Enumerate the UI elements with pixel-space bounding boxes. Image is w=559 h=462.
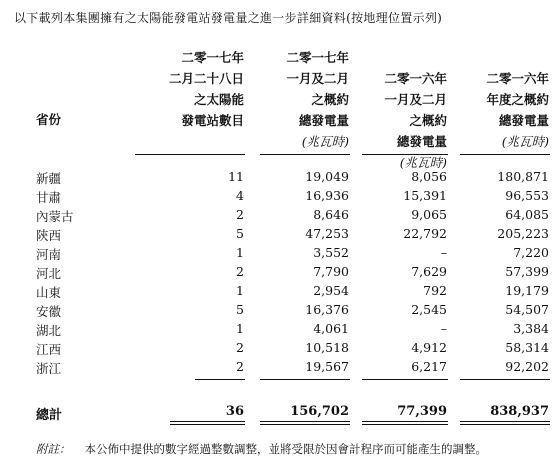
total-double-rule-3a — [362, 421, 448, 422]
total-double-rule-1a — [170, 421, 245, 422]
subtotal-rule-4 — [460, 379, 550, 380]
table-row: 河北 2 7,790 7,629 57,399 — [36, 264, 549, 281]
table-row: 陝西 5 47,253 22,792 205,223 — [36, 226, 549, 243]
subtotal-rule-1 — [195, 379, 245, 380]
header-rule-4 — [460, 154, 550, 155]
total-gen-2016: 838,937 — [490, 404, 549, 419]
intro-text: 以下載列本集團擁有之太陽能發電站發電量之進一步詳細資料(按地理位置示列) — [14, 11, 443, 25]
table-row: 新疆 11 19,049 8,056 180,871 — [36, 169, 549, 186]
table-row: 安徽 5 16,376 2,545 54,507 — [36, 302, 549, 319]
header-gen-2017: 二零一七年 一月及二月 之概約 總發電量 (兆瓦時) — [286, 50, 349, 149]
total-double-rule-2b — [260, 424, 350, 425]
table-row: 浙江 2 19,567 6,217 92,202 — [36, 359, 549, 376]
header-rule-2 — [260, 154, 350, 155]
header-rule-1 — [135, 154, 245, 155]
header-rule-3 — [362, 154, 448, 155]
footnote — [36, 441, 487, 457]
header-stations: 二零一七年 二月二十八日 之太陽能 發電站數目 — [168, 50, 244, 128]
header-province: 省份 — [36, 112, 62, 127]
table-row: 甘肅 4 16,936 15,391 96,553 — [36, 188, 549, 205]
header-gen-2016-janfeb: 二零一六年 一月及二月 之概約 總發電量 (兆瓦時) — [384, 71, 447, 170]
table-row: 河南 1 3,552 – 7,220 — [36, 245, 549, 262]
table-row: 湖北 1 4,061 – 3,384 — [36, 321, 549, 338]
total-stations: 36 — [225, 404, 244, 419]
total-gen-2016-janfeb: 77,399 — [397, 404, 447, 419]
total-gen-2017: 156,702 — [290, 404, 349, 419]
footnote-text: 本公佈中提供的數字經過整數調整，並將受限於因會計程序而可能產生的調整。 — [84, 442, 487, 456]
table-row: 內蒙古 2 8,646 9,065 64,085 — [36, 207, 549, 224]
table-row: 山東 1 2,954 792 19,179 — [36, 283, 549, 300]
footnote-label: 附註： — [36, 442, 71, 456]
total-double-rule-2a — [260, 421, 350, 422]
total-double-rule-1b — [170, 424, 245, 425]
total-double-rule-4b — [460, 424, 550, 425]
total-double-rule-4a — [460, 421, 550, 422]
subtotal-rule-2 — [260, 379, 350, 380]
subtotal-rule-3 — [362, 379, 448, 380]
total-double-rule-3b — [362, 424, 448, 425]
total-label: 總計 — [36, 408, 63, 423]
header-gen-2016-year: 二零一六年 年度之概約 總發電量 (兆瓦時) — [486, 71, 549, 149]
table-row: 江西 2 10,518 4,912 58,314 — [36, 340, 549, 357]
